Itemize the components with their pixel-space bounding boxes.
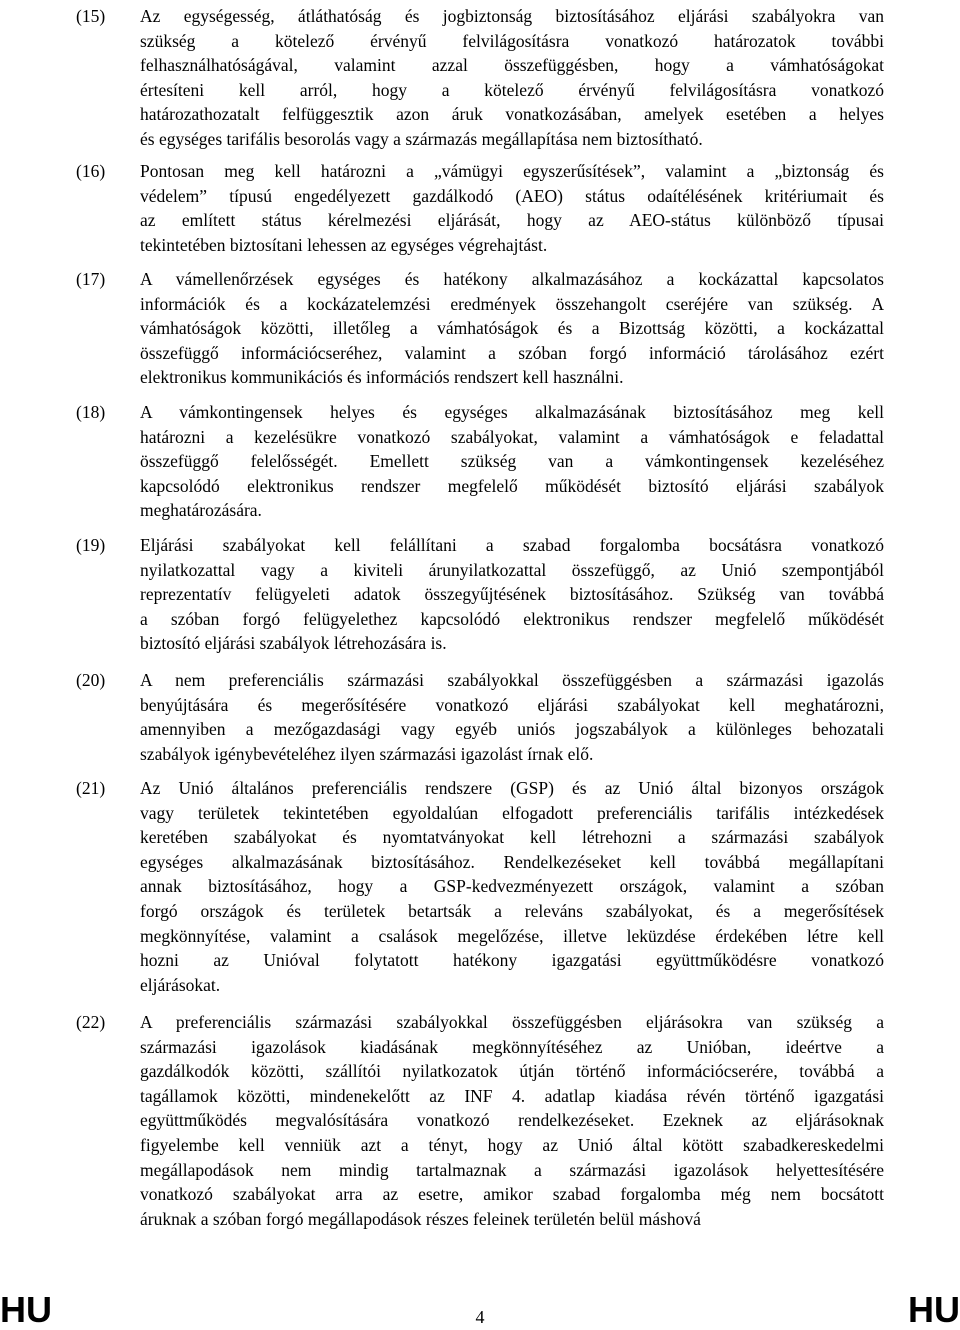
recital-number: (16)	[76, 161, 106, 181]
text-line: Eljárási szabályokat kell felállítani a szabad forgalomba bocsátásra vonatkozó	[140, 535, 884, 555]
text-line: A vámkontingensek helyes és egységes alkalmazásának biztosításához meg kell	[140, 402, 884, 422]
text-line: hozni az Unióval folytatott hatékony igazgatási együttműködésre vonatkozó	[140, 950, 884, 971]
recital-text	[140, 776, 884, 997]
text-line: vámhatóságok közötti, illetőleg a vámhatóságok és a Bizottság közötti, a kockázattal	[140, 318, 884, 339]
text-line: Az egységesség, átláthatóság és jogbiztonság biztosításához eljárási szabályokra van	[140, 6, 884, 26]
footer-language-code-right: HU	[908, 1289, 960, 1330]
text-line: annak biztosításához, hogy a GSP-kedvezményezett országok, valamint a szóban	[140, 876, 884, 897]
text-line: az említett státus kérelmezési eljárását, hogy az AEO-státus különböző típusai	[140, 210, 884, 231]
text-line: kapcsolódó elektronikus rendszer megfelelő működését biztosító eljárási szabályok	[140, 475, 884, 496]
text-line: megkönnyítése, valamint a csalások megelőzése, illetve leküzdése érdekében létre kell	[140, 925, 884, 946]
text-line: határozathozatalt felfüggesztik azon áruk vonatkozásában, amelyek esetében a helyes	[140, 104, 884, 125]
recital-text	[140, 1010, 884, 1231]
text-line: eljárásokat.	[140, 974, 221, 995]
text-line: benyújtására és megerősítésére vonatkozó eljárási szabályokat kell meghatározni,	[140, 694, 884, 715]
recital-text	[140, 4, 884, 152]
text-line: keretében szabályokat és nyomtatványokat kell létrehozni a származási szabályok	[140, 827, 884, 848]
text-line: tekintetében biztosítani lehessen az egységes végrehajtást.	[140, 234, 548, 255]
recital-text	[140, 267, 884, 390]
recital-text	[140, 159, 884, 257]
recital-number: (19)	[76, 535, 106, 555]
recital-number: (22)	[76, 1012, 106, 1032]
text-line: értesíteni kell arról, hogy a kötelező érvényű felvilágosításra vonatkozó	[140, 79, 884, 100]
recital-text	[140, 533, 884, 656]
recital-number: (18)	[76, 402, 106, 422]
text-line: megállapodások nem mindig tartalmaznak a származási igazolások helyettesítésére	[140, 1159, 884, 1180]
text-line: védelem” típusú engedélyezett gazdálkodó (AEO) státus odaítélésének kritériumait és	[140, 185, 884, 206]
text-line: határozni a kezelésükre vonatkozó szabályokat, valamint a vámhatóságok e feladattal	[140, 426, 884, 447]
recital-text	[140, 400, 884, 523]
recital-text	[140, 668, 884, 766]
text-line: nyilatkozattal vagy a kiviteli árunyilatkozattal összefüggő, az Unió szempontjából	[140, 559, 884, 580]
text-line: és egységes tarifális besorolás vagy a származás megállapítása nem biztosítható.	[140, 128, 703, 149]
recital-number: (20)	[76, 670, 106, 690]
recital-number: (15)	[76, 6, 106, 26]
text-line: tagállamok közötti, mindenekelőtt az INF 4. adatlap kiadása révén történő igazgatási	[140, 1085, 884, 1106]
recital-number: (17)	[76, 269, 106, 289]
text-line: vagy területek tekintetében egyoldalúan elfogadott preferenciális tarifális intézkedések	[140, 802, 884, 823]
footer-language-code-left: HU	[0, 1289, 52, 1330]
text-line: Pontosan meg kell határozni a „vámügyi egyszerűsítések”, valamint a „biztonság és	[140, 161, 884, 181]
text-line: A nem preferenciális származási szabályokkal összefüggésben a származási igazolás	[140, 670, 884, 690]
text-line: A preferenciális származási szabályokkal összefüggésben eljárásokra van szükség a	[140, 1012, 884, 1032]
text-line: összefüggő információcseréhez, valamint a szóban forgó információ tárolásához ezért	[140, 342, 884, 363]
text-line: felhasználhatóságával, valamint azzal összefüggésben, hogy a vámhatóságokat	[140, 55, 884, 76]
text-line: egységes alkalmazásának biztosításához. Rendelkezéseket kell továbbá megállapítani	[140, 851, 884, 872]
text-line: szükség a kötelező érvényű felvilágosításra vonatkozó határozatok további	[140, 30, 884, 51]
text-line: reprezentatív felügyeleti adatok összegyűjtésének biztosításához. Szükség van továbbá	[140, 584, 884, 605]
text-line: elektronikus kommunikációs és információs rendszert kell használni.	[140, 367, 624, 388]
text-line: információk és a kockázatelemzési eredmények összehangolt cseréjére van szükség. A	[140, 293, 884, 314]
text-line: figyelembe kell venniük azt a tényt, hogy az Unió által kötött szabadkereskedelmi	[140, 1134, 884, 1155]
text-line: meghatározására.	[140, 500, 262, 521]
text-line: a szóban forgó felügyelethez kapcsolódó elektronikus rendszer megfelelő működését	[140, 608, 884, 629]
text-line: összefüggő felelősségét. Emellett szükség van a vámkontingensek kezeléséhez	[140, 451, 884, 472]
text-line: szabályok igénybevételéhez ilyen származási igazolást írnak elő.	[140, 743, 594, 764]
text-line: együttműködés megvalósítására vonatkozó rendelkezéseket. Ezeknek az eljárásoknak	[140, 1110, 884, 1131]
text-line: forgó országok és területek betartsák a releváns szabályokat, és a megerősítések	[140, 900, 884, 921]
text-line: származási igazolások kiadásának megkönnyítéséhez az Unióban, ideértve a	[140, 1036, 884, 1057]
text-line: amennyiben a mezőgazdasági vagy egyéb uniós jogszabályok a különleges behozatali	[140, 719, 884, 740]
text-line: Az Unió általános preferenciális rendszere (GSP) és az Unió által bizonyos országok	[140, 778, 884, 798]
text-line: A vámellenőrzések egységes és hatékony alkalmazásához a kockázattal kapcsolatos	[140, 269, 884, 289]
text-line: vonatkozó szabályokat arra az esetre, amikor szabad forgalomba még nem bocsátott	[140, 1184, 884, 1205]
page-number: 4	[475, 1307, 485, 1327]
text-line: biztosító eljárási szabályok létrehozására is.	[140, 633, 447, 654]
text-line: áruknak a szóban forgó megállapodások részes feleinek területén belül máshová	[140, 1208, 701, 1229]
text-line: gazdálkodók közötti, szállítói nyilatkozatok útján történő információcserére, továbbá a	[140, 1061, 884, 1082]
recital-number: (21)	[76, 778, 106, 798]
